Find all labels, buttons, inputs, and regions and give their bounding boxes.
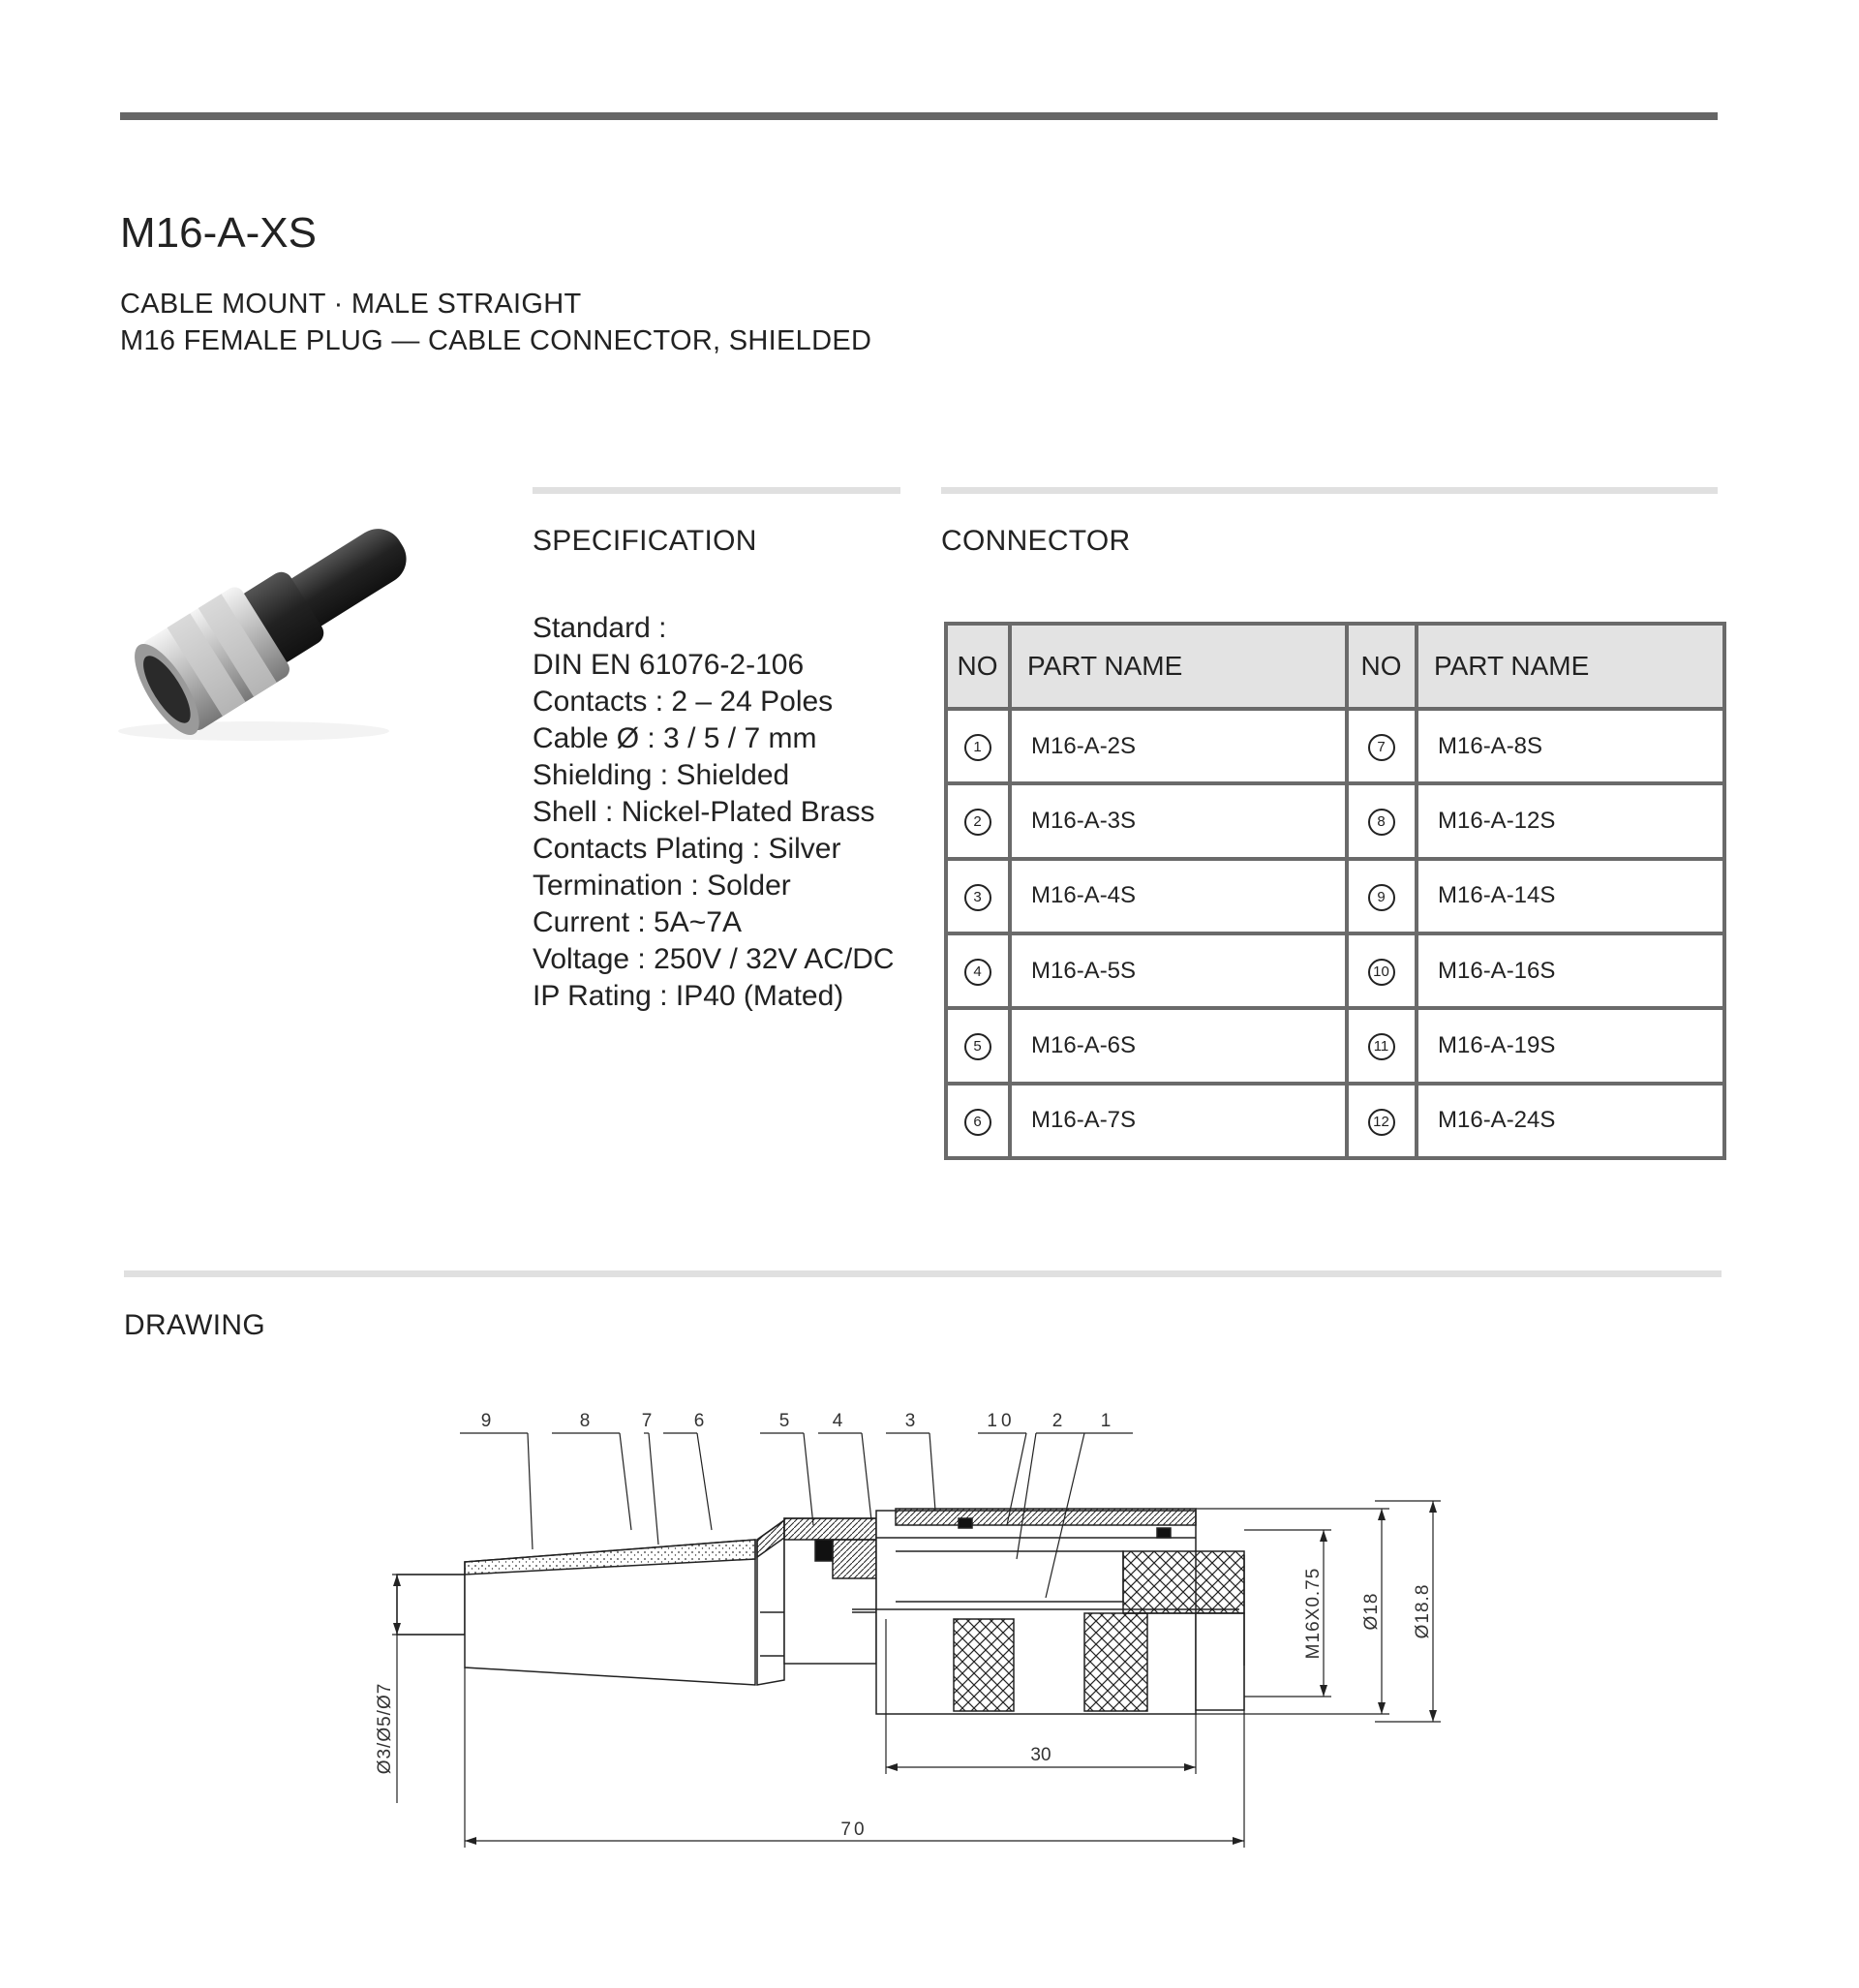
table-row [946, 709, 1724, 783]
row-number: 3 [964, 884, 991, 911]
subtitle-line-2: M16 FEMALE PLUG — CABLE CONNECTOR, SHIELDED [120, 325, 872, 356]
spec-line: Standard : [533, 612, 667, 644]
connector-heading: CONNECTOR [941, 525, 1131, 557]
row-number: 2 [964, 809, 991, 836]
spec-line: Shielding : Shielded [533, 759, 790, 791]
connector-table [944, 622, 1726, 1160]
part-name-cell: M16-A-14S [1417, 859, 1724, 933]
technical-drawing [358, 1394, 1472, 1869]
spec-divider [533, 487, 900, 494]
spec-line: IP Rating : IP40 (Mated) [533, 980, 844, 1012]
part-name-cell: M16-A-12S [1417, 783, 1724, 858]
page-title: M16-A-XS [120, 209, 317, 257]
table-row [946, 783, 1724, 858]
dimension-label: 70 [840, 1820, 868, 1840]
callout-label: 8 [579, 1411, 591, 1431]
part-name-cell: M16-A-24S [1417, 1084, 1724, 1158]
row-number: 11 [1368, 1033, 1395, 1060]
callout-label: 6 [693, 1411, 705, 1431]
row-number: 9 [1368, 884, 1395, 911]
table-row [946, 1084, 1724, 1158]
row-number: 10 [1368, 959, 1395, 986]
part-name-cell: M16-A-7S [1010, 1084, 1347, 1158]
callout-label: 3 [904, 1411, 916, 1431]
part-name-cell: M16-A-19S [1417, 1008, 1724, 1083]
subtitle-line-1: CABLE MOUNT · MALE STRAIGHT [120, 289, 582, 320]
table-row [946, 933, 1724, 1008]
product-photo [108, 499, 428, 750]
column-header-part-name: PART NAME [1010, 624, 1347, 709]
row-number: 6 [964, 1109, 991, 1136]
spec-line: Voltage : 250V / 32V AC/DC [533, 943, 895, 975]
callout-label: 7 [641, 1411, 653, 1431]
row-number: 8 [1368, 809, 1395, 836]
dimension-label: Ø18 [1361, 1592, 1382, 1631]
spec-line: Contacts : 2 – 24 Poles [533, 686, 834, 718]
callout-label: 1 [1100, 1411, 1112, 1431]
callout-label: 2 [1051, 1411, 1063, 1431]
spec-line: Termination : Solder [533, 870, 791, 902]
table-header-row [946, 624, 1724, 709]
column-header-part-name: PART NAME [1417, 624, 1724, 709]
spec-line: Cable Ø : 3 / 5 / 7 mm [533, 722, 817, 754]
spec-line: Current : 5A~7A [533, 906, 742, 938]
part-name-cell: M16-A-5S [1010, 933, 1347, 1008]
part-name-cell: M16-A-4S [1010, 859, 1347, 933]
dimension-label: Ø18.8 [1413, 1583, 1433, 1639]
part-name-cell: M16-A-6S [1010, 1008, 1347, 1083]
spec-line: Shell : Nickel-Plated Brass [533, 796, 875, 828]
row-number: 7 [1368, 734, 1395, 761]
row-number: 1 [964, 734, 991, 761]
top-divider [120, 112, 1718, 120]
row-number: 5 [964, 1033, 991, 1060]
column-header-no: NO [946, 624, 1010, 709]
part-name-cell: M16-A-3S [1010, 783, 1347, 858]
row-number: 12 [1368, 1109, 1395, 1136]
spec-line: Contacts Plating : Silver [533, 833, 841, 865]
column-header-no: NO [1347, 624, 1417, 709]
drawing-heading: DRAWING [124, 1309, 265, 1341]
specification-heading: SPECIFICATION [533, 525, 757, 557]
dimension-label: 30 [1030, 1745, 1051, 1765]
row-number: 4 [964, 959, 991, 986]
callout-label: 5 [778, 1411, 790, 1431]
drawing-divider [124, 1270, 1722, 1277]
specification-list [533, 610, 895, 1015]
part-name-cell: M16-A-16S [1417, 933, 1724, 1008]
part-name-cell: M16-A-2S [1010, 709, 1347, 783]
connector-divider [941, 487, 1718, 494]
table-row [946, 859, 1724, 933]
dimension-label: Ø3/Ø5/Ø7 [375, 1682, 395, 1775]
callout-label: 9 [480, 1411, 492, 1431]
callout-label: 10 [987, 1411, 1016, 1431]
part-name-cell: M16-A-8S [1417, 709, 1724, 783]
table-row [946, 1008, 1724, 1083]
dimension-label: M16X0.75 [1303, 1567, 1324, 1660]
callout-label: 4 [832, 1411, 843, 1431]
spec-line: DIN EN 61076-2-106 [533, 649, 805, 681]
